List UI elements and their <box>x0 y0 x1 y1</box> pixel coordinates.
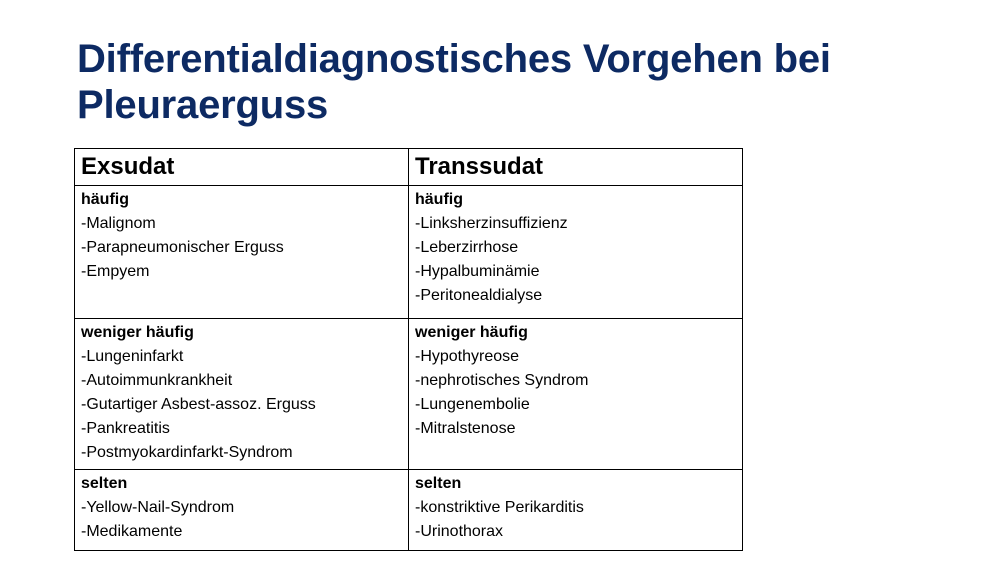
list-item: -Mitralstenose <box>415 420 516 437</box>
list-item: -Leberzirrhose <box>415 239 519 256</box>
list-item: -Empyem <box>81 263 150 280</box>
cell-transsudat-haeufig <box>409 186 743 319</box>
list-item: -Peritonealdialyse <box>415 287 543 304</box>
list-item: -Hypothyreose <box>415 348 520 365</box>
diagnosis-table <box>74 148 743 551</box>
category-heading: weniger häufig <box>81 324 194 341</box>
category-heading: selten <box>415 475 462 492</box>
table-row-selten <box>75 470 743 551</box>
list-item: -Malignom <box>81 215 156 232</box>
cell-transsudat-weniger-haeufig <box>409 319 743 470</box>
list-item: -Linksherzinsuffizienz <box>415 215 568 232</box>
cell-exsudat-haeufig <box>75 186 409 319</box>
list-item: -Hypalbuminämie <box>415 263 540 280</box>
cell-exsudat-weniger-haeufig <box>75 319 409 470</box>
category-heading: häufig <box>81 191 129 208</box>
slide-title: Differentialdiagnostisches Vorgehen bei Pleuraerguss <box>77 37 831 127</box>
header-transsudat: Transsudat <box>409 149 743 186</box>
list-item: -Autoimmunkrankheit <box>81 372 233 389</box>
list-item: -Parapneumonischer Erguss <box>81 239 284 256</box>
list-item: -Gutartiger Asbest-assoz. Erguss <box>81 396 316 413</box>
list-item: -Pankreatitis <box>81 420 170 437</box>
category-heading: häufig <box>415 191 463 208</box>
list-item: -Medikamente <box>81 523 183 540</box>
list-item: -Urinothorax <box>415 523 504 540</box>
list-item: -Yellow-Nail-Syndrom <box>81 499 235 516</box>
category-heading: selten <box>81 475 128 492</box>
list-item: -konstriktive Perikarditis <box>415 499 584 516</box>
list-item: -Postmyokardinfarkt-Syndrom <box>81 444 293 461</box>
list-item: -Lungeninfarkt <box>81 348 184 365</box>
cell-exsudat-selten <box>75 470 409 551</box>
list-item: -nephrotisches Syndrom <box>415 372 589 389</box>
cell-transsudat-selten <box>409 470 743 551</box>
table-row-weniger-haeufig <box>75 319 743 470</box>
list-item: -Lungenembolie <box>415 396 530 413</box>
table-row-haeufig <box>75 186 743 319</box>
category-heading: weniger häufig <box>415 324 528 341</box>
table-header-row <box>75 149 743 186</box>
header-exsudat: Exsudat <box>75 149 409 186</box>
